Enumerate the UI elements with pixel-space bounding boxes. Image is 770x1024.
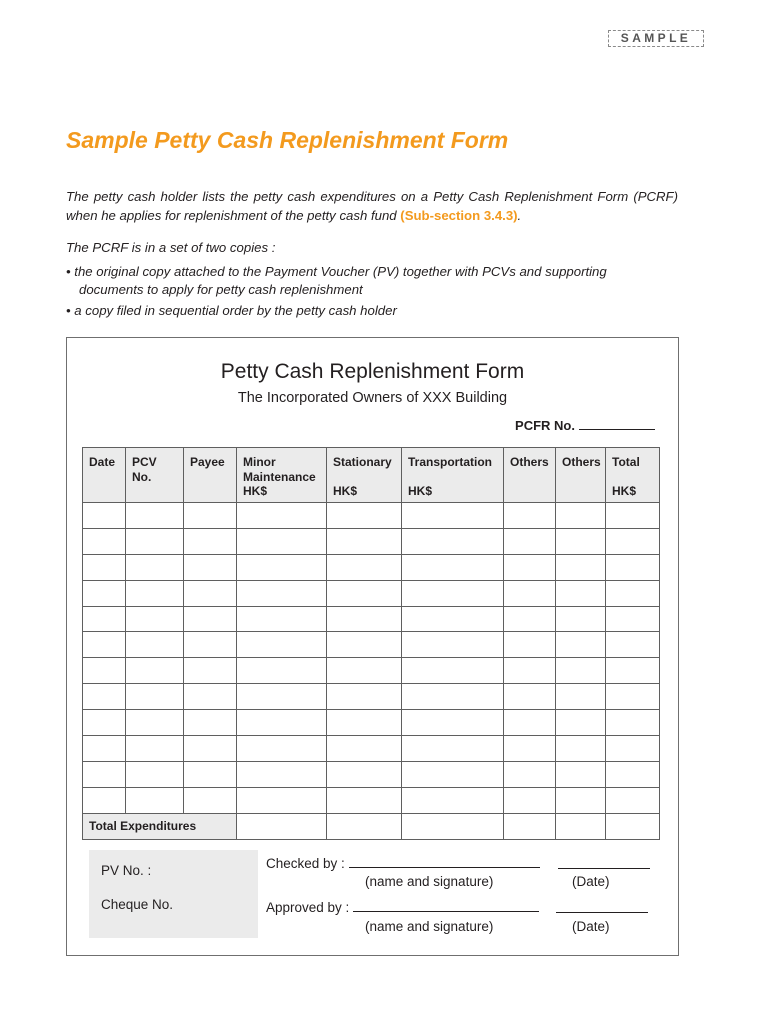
table-cell[interactable] xyxy=(184,736,237,762)
column-header-others-1 xyxy=(504,448,556,503)
table-row xyxy=(83,580,660,606)
total-cell[interactable] xyxy=(402,813,504,839)
table-cell[interactable] xyxy=(83,503,126,529)
table-cell[interactable] xyxy=(327,632,402,658)
table-cell[interactable] xyxy=(556,710,606,736)
table-cell[interactable] xyxy=(237,528,327,554)
approved-signature-line[interactable] xyxy=(353,900,539,912)
table-cell[interactable] xyxy=(504,580,556,606)
table-cell[interactable] xyxy=(606,684,660,710)
checked-date-caption: (Date) xyxy=(572,874,610,889)
column-unit: HK$ xyxy=(612,484,637,498)
table-cell[interactable] xyxy=(126,528,184,554)
table-cell[interactable] xyxy=(126,554,184,580)
table-cell[interactable] xyxy=(327,580,402,606)
table-cell[interactable] xyxy=(504,528,556,554)
table-cell[interactable] xyxy=(504,761,556,787)
table-cell[interactable] xyxy=(126,658,184,684)
table-row xyxy=(83,554,660,580)
column-label: Stationary xyxy=(333,455,392,469)
table-cell[interactable] xyxy=(126,632,184,658)
total-cell[interactable] xyxy=(237,813,327,839)
form-title: Petty Cash Replenishment Form xyxy=(220,360,525,383)
table-cell[interactable] xyxy=(126,503,184,529)
table-cell[interactable] xyxy=(327,503,402,529)
column-header-pcv-no xyxy=(126,448,184,503)
table-cell[interactable] xyxy=(402,787,504,813)
table-cell[interactable] xyxy=(606,503,660,529)
table-cell[interactable] xyxy=(504,684,556,710)
intro-text: The petty cash holder lists the petty cash expenditures on a Petty Cash Replenishment Form (PCRF) when he applies for replenishment of the petty cash fund xyxy=(66,189,678,223)
table-cell[interactable] xyxy=(83,554,126,580)
total-cell[interactable] xyxy=(504,813,556,839)
table-cell[interactable] xyxy=(184,761,237,787)
table-cell[interactable] xyxy=(556,554,606,580)
table-cell[interactable] xyxy=(556,787,606,813)
sample-badge: SAMPLE xyxy=(608,30,704,47)
column-unit: HK$ xyxy=(333,484,358,498)
total-cell[interactable] xyxy=(327,813,402,839)
column-label: Transportation xyxy=(408,455,493,469)
column-label: Payee xyxy=(190,455,225,469)
subsection-reference: (Sub-section 3.4.3) xyxy=(400,208,518,223)
table-cell[interactable] xyxy=(402,503,504,529)
table-cell[interactable] xyxy=(237,684,327,710)
table-cell[interactable] xyxy=(237,580,327,606)
table-cell[interactable] xyxy=(327,528,402,554)
table-cell[interactable] xyxy=(606,606,660,632)
table-row xyxy=(83,606,660,632)
approved-date-line[interactable] xyxy=(556,901,648,913)
table-cell[interactable] xyxy=(237,710,327,736)
table-cell[interactable] xyxy=(327,684,402,710)
bullet-original-copy xyxy=(66,263,678,299)
table-cell[interactable] xyxy=(184,580,237,606)
table-cell[interactable] xyxy=(556,580,606,606)
table-cell[interactable] xyxy=(83,606,126,632)
table-cell[interactable] xyxy=(606,736,660,762)
table-cell[interactable] xyxy=(126,787,184,813)
table-cell[interactable] xyxy=(402,761,504,787)
checked-by-label: Checked by : xyxy=(266,856,345,871)
column-label: Others xyxy=(510,455,549,469)
table-row xyxy=(83,710,660,736)
table-cell[interactable] xyxy=(184,503,237,529)
table-cell[interactable] xyxy=(504,606,556,632)
table-cell[interactable] xyxy=(327,736,402,762)
table-cell[interactable] xyxy=(327,606,402,632)
column-header-payee xyxy=(184,448,237,503)
table-cell[interactable] xyxy=(402,580,504,606)
column-label: Minor Maintenance xyxy=(243,455,316,484)
table-cell[interactable] xyxy=(237,503,327,529)
table-cell[interactable] xyxy=(556,684,606,710)
checked-by-field xyxy=(266,856,540,871)
table-cell[interactable] xyxy=(504,736,556,762)
table-cell[interactable] xyxy=(504,503,556,529)
table-cell[interactable] xyxy=(83,684,126,710)
table-cell[interactable] xyxy=(237,606,327,632)
table-cell[interactable] xyxy=(327,554,402,580)
table-row xyxy=(83,658,660,684)
approved-by-label: Approved by : xyxy=(266,900,350,915)
table-cell[interactable] xyxy=(184,684,237,710)
table-row xyxy=(83,761,660,787)
table-cell[interactable] xyxy=(184,710,237,736)
table-cell[interactable] xyxy=(237,632,327,658)
column-header-transportation xyxy=(402,448,504,503)
table-cell[interactable] xyxy=(504,787,556,813)
table-cell[interactable] xyxy=(83,528,126,554)
table-cell[interactable] xyxy=(402,606,504,632)
table-cell[interactable] xyxy=(556,606,606,632)
table-cell[interactable] xyxy=(83,761,126,787)
copies-lead: The PCRF is in a set of two copies : xyxy=(66,240,276,255)
table-cell[interactable] xyxy=(184,632,237,658)
table-cell[interactable] xyxy=(606,787,660,813)
table-cell[interactable] xyxy=(83,787,126,813)
table-cell[interactable] xyxy=(126,761,184,787)
table-cell[interactable] xyxy=(504,710,556,736)
table-cell[interactable] xyxy=(237,761,327,787)
table-row xyxy=(83,528,660,554)
table-cell[interactable] xyxy=(237,736,327,762)
table-cell[interactable] xyxy=(606,580,660,606)
table-cell[interactable] xyxy=(237,658,327,684)
checked-date-line[interactable] xyxy=(558,857,650,869)
column-header-total xyxy=(606,448,660,503)
table-cell[interactable] xyxy=(556,736,606,762)
table-row xyxy=(83,736,660,762)
table-cell[interactable] xyxy=(184,528,237,554)
table-cell[interactable] xyxy=(556,503,606,529)
table-cell[interactable] xyxy=(184,658,237,684)
table-cell[interactable] xyxy=(126,580,184,606)
table-row xyxy=(83,684,660,710)
pv-number-label: PV No. : xyxy=(101,863,152,878)
table-cell[interactable] xyxy=(126,606,184,632)
column-label: Date xyxy=(89,455,116,469)
total-cell[interactable] xyxy=(606,813,660,839)
column-label: Others xyxy=(562,455,601,469)
pcfr-blank-line xyxy=(579,418,655,430)
approved-name-caption: (name and signature) xyxy=(365,919,494,934)
checked-name-caption: (name and signature) xyxy=(365,874,494,889)
expenditure-table xyxy=(82,447,660,840)
table-cell[interactable] xyxy=(402,554,504,580)
table-cell[interactable] xyxy=(606,632,660,658)
table-cell[interactable] xyxy=(402,684,504,710)
total-expenditures-row xyxy=(83,813,660,839)
table-cell[interactable] xyxy=(327,761,402,787)
table-cell[interactable] xyxy=(237,554,327,580)
table-cell[interactable] xyxy=(184,787,237,813)
table-cell[interactable] xyxy=(504,554,556,580)
table-cell[interactable] xyxy=(556,632,606,658)
pv-cheque-box xyxy=(89,850,258,938)
total-cell[interactable] xyxy=(556,813,606,839)
table-cell[interactable] xyxy=(504,658,556,684)
table-cell[interactable] xyxy=(327,658,402,684)
table-cell[interactable] xyxy=(606,658,660,684)
column-header-others-2 xyxy=(556,448,606,503)
table-cell[interactable] xyxy=(556,658,606,684)
table-cell[interactable] xyxy=(83,658,126,684)
table-cell[interactable] xyxy=(402,528,504,554)
table-cell[interactable] xyxy=(606,554,660,580)
table-cell[interactable] xyxy=(606,710,660,736)
table-cell[interactable] xyxy=(83,632,126,658)
table-cell[interactable] xyxy=(606,761,660,787)
table-cell[interactable] xyxy=(83,710,126,736)
bullet-line-continued: documents to apply for petty cash replenishment xyxy=(79,282,363,297)
replenishment-form xyxy=(66,337,679,956)
table-cell[interactable] xyxy=(327,710,402,736)
total-expenditures-label: Total Expenditures xyxy=(83,813,237,839)
approved-date-caption: (Date) xyxy=(572,919,610,934)
form-subtitle: The Incorporated Owners of XXX Building xyxy=(237,390,508,406)
table-cell[interactable] xyxy=(402,736,504,762)
table-header-row xyxy=(83,448,660,503)
column-label: PCV No. xyxy=(132,455,157,484)
intro-paragraph xyxy=(66,187,678,225)
table-cell[interactable] xyxy=(504,632,556,658)
table-cell[interactable] xyxy=(402,658,504,684)
table-cell[interactable] xyxy=(126,736,184,762)
approved-by-field xyxy=(266,900,539,915)
table-cell[interactable] xyxy=(126,684,184,710)
cheque-number-label: Cheque No. xyxy=(101,897,174,912)
page-title: Sample Petty Cash Replenishment Form xyxy=(66,127,509,153)
table-cell[interactable] xyxy=(237,787,327,813)
table-cell[interactable] xyxy=(556,528,606,554)
table-cell[interactable] xyxy=(556,761,606,787)
table-cell[interactable] xyxy=(83,580,126,606)
table-cell[interactable] xyxy=(184,606,237,632)
pcfr-number xyxy=(515,418,655,433)
column-unit: HK$ xyxy=(408,484,433,498)
bullet-line: • the original copy attached to the Payment Voucher (PV) together with PCVs and supporting xyxy=(66,264,607,279)
table-cell[interactable] xyxy=(402,710,504,736)
table-cell[interactable] xyxy=(83,736,126,762)
table-row xyxy=(83,632,660,658)
column-label: Total xyxy=(612,455,640,469)
bullet-line: • a copy filed in sequential order by the petty cash holder xyxy=(66,303,397,318)
column-unit: HK$ xyxy=(243,484,268,498)
checked-signature-line[interactable] xyxy=(349,856,540,868)
pcfr-label: PCFR No. xyxy=(515,418,575,433)
table-row xyxy=(83,503,660,529)
table-cell[interactable] xyxy=(184,554,237,580)
table-row xyxy=(83,787,660,813)
table-cell[interactable] xyxy=(126,710,184,736)
column-header-stationary xyxy=(327,448,402,503)
bullet-copy-filed xyxy=(66,302,678,320)
column-header-date xyxy=(83,448,126,503)
table-cell[interactable] xyxy=(327,787,402,813)
column-header-minor-maintenance xyxy=(237,448,327,503)
table-cell[interactable] xyxy=(402,632,504,658)
intro-end: . xyxy=(517,208,522,223)
table-cell[interactable] xyxy=(606,528,660,554)
